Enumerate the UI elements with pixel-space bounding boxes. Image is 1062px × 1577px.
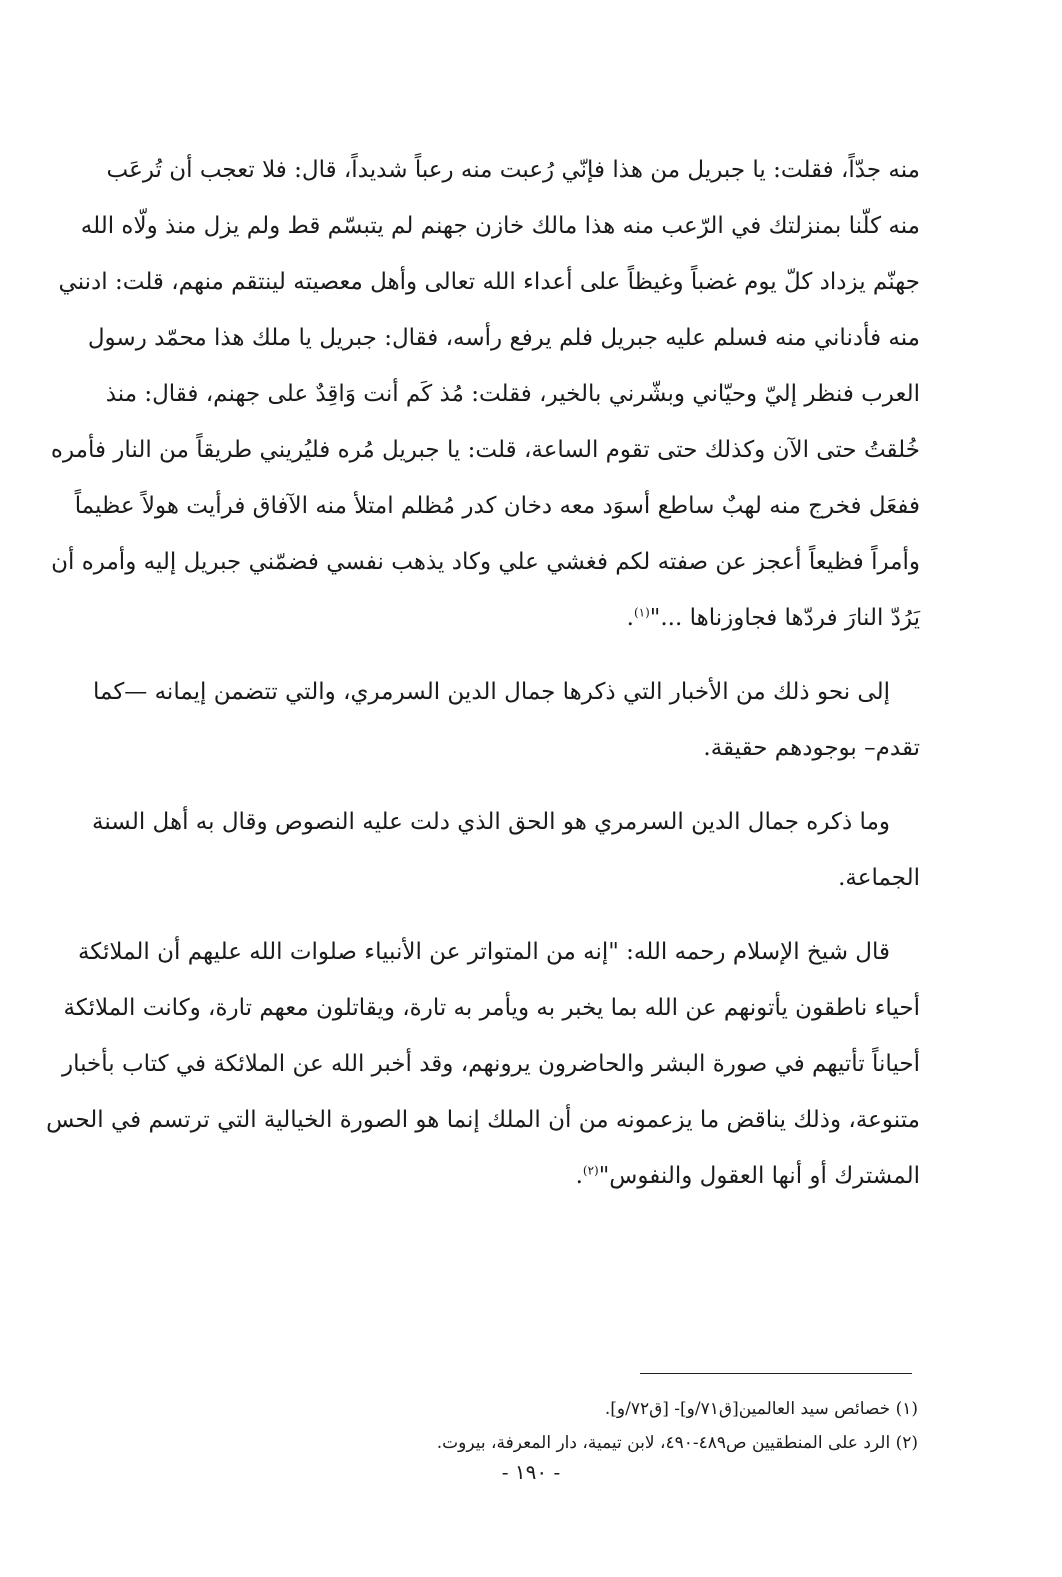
text-line: وأمراً فظيعاً أعجز عن صفته لكم فغشي علي وكاد يذهب نفسي فضمّني جبريل إليه وأمره أن xyxy=(51,549,920,575)
text-line: العرب فنظر إليّ وحيّاني وبشّرني بالخير، فقلت: مُذ كَم أنت وَاقِدٌ على جهنم، فقال: منذ xyxy=(105,381,920,407)
footnote-ref-1: (١) xyxy=(633,605,650,620)
footnote-1: (١) خصائص سيد العالمين[ق٧١/و]- [ق٧٢/و]. xyxy=(604,1399,918,1419)
text-line: منه فأدناني منه فسلم عليه جبريل فلم يرفع رأسه، فقال: جبريل يا ملك هذا محمّد رسول xyxy=(87,325,920,351)
text-line: متنوعة، وذلك يناقض ما يزعمونه من أن الملك إنما هو الصورة الخيالية التي ترتسم في الحس xyxy=(46,1107,920,1133)
text-fragment: يَرُدّ النارَ فردّها فجاوزناها ..." xyxy=(649,605,920,631)
footnotes xyxy=(400,1392,918,1460)
text-line: خُلقتُ حتى الآن وكذلك حتى تقوم الساعة، قلت: يا جبريل مُره فليُريني طريقاً من النار فأمره xyxy=(50,437,920,463)
text-line: ففعَل فخرج منه لهبٌ ساطع أسوَد معه دخان كدر مُظلم امتلأ منه الآفاق فرأيت هولاً عظيماً xyxy=(74,493,920,519)
text-line: وما ذكره جمال الدين السرمري هو الحق الذي دلت عليه النصوص وقال به أهل السنة xyxy=(92,809,890,835)
text-line: إلى نحو ذلك من الأخبار التي ذكرها جمال الدين السرمري، والتي تتضمن إيمانه —كما xyxy=(93,679,890,705)
page-number: - ١٩٠ - xyxy=(501,1460,561,1484)
footnote-ref-2: (٢) xyxy=(582,1163,599,1178)
text-line: تقدم– بوجودهم حقيقة. xyxy=(703,735,920,761)
text-line: الجماعة. xyxy=(838,865,920,891)
text-line: أحياناً تأتيهم في صورة البشر والحاضرون يرونهم، وقد أخبر الله عن الملائكة في كتاب بأخبار xyxy=(61,1051,920,1077)
text-line: قال شيخ الإسلام رحمه الله: "إنه من المتواتر عن الأنبياء صلوات الله عليهم أن الملائكة xyxy=(77,939,890,965)
text-fragment: . xyxy=(575,1163,583,1189)
footnote-separator xyxy=(640,1373,912,1374)
text-line xyxy=(150,1148,920,1204)
text-line: جهنّم يزداد كلّ يوم غضباً وغيظاً على أعداء الله تعالى وأهل معصيته لينتقم منهم، قلت: ادنني xyxy=(58,269,920,295)
paragraph-1 xyxy=(50,142,920,646)
footnote-2: (٢) الرد على المنطقيين ص٤٨٩-٤٩٠، لابن تيمية، دار المعرفة، بيروت. xyxy=(436,1433,918,1453)
text-fragment: المشترك أو أنها العقول والنفوس" xyxy=(598,1163,920,1189)
text-line xyxy=(150,590,920,646)
text-line: منه جدّاً، فقلت: يا جبريل من هذا فإنّي رُعبت منه رعباً شديداً، قال: فلا تعجب أن تُرعَب xyxy=(106,157,920,183)
text-line: أحياء ناطقون يأتونهم عن الله بما يخبر به ويأمر به تارة، ويقاتلون معهم تارة، وكانت الملائكة xyxy=(63,995,920,1021)
paragraph-4 xyxy=(46,924,920,1204)
paragraph-3 xyxy=(92,794,920,906)
main-text xyxy=(46,142,920,1204)
text-fragment: . xyxy=(626,605,634,631)
paragraph-2 xyxy=(93,664,920,776)
text-line: منه كلّنا بمنزلتك في الرّعب منه هذا مالك خازن جهنم لم يتبسّم قط ولم يزل منذ ولّاه الله xyxy=(80,213,920,239)
